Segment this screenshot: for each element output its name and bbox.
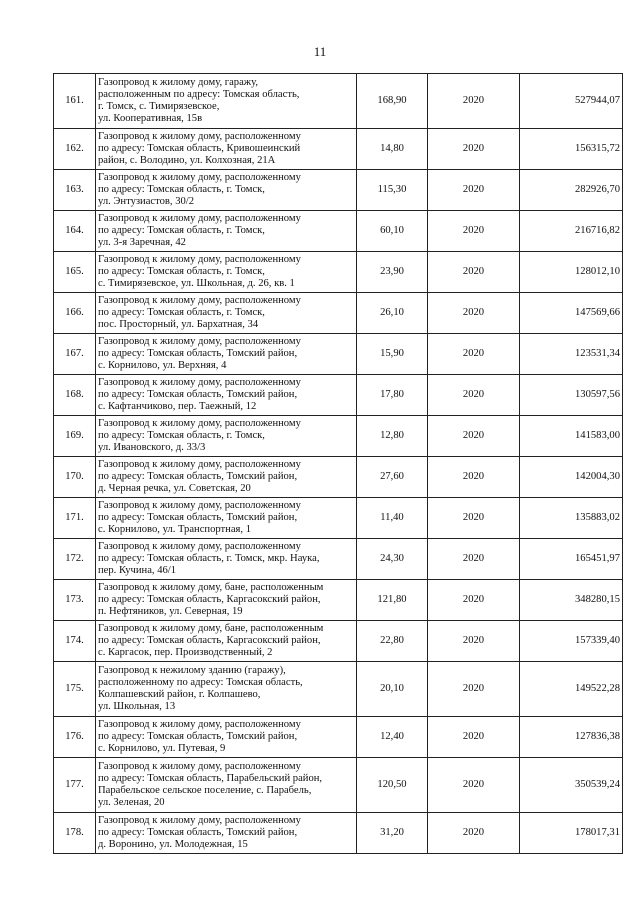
table-row xyxy=(54,580,623,621)
object-name-line: с. Корнилово, ул. Путевая, 9 xyxy=(98,743,226,754)
object-name-line: по адресу: Томская область, Каргасокский район, xyxy=(98,635,321,646)
table-row xyxy=(54,498,623,539)
cost-cell: 348280,15 xyxy=(520,580,623,621)
object-name-line: Газопровод к жилому дому, расположенному xyxy=(98,761,301,772)
object-name-cell xyxy=(96,580,357,621)
cost-cell: 142004,30 xyxy=(520,457,623,498)
object-name-line: с. Корнилово, ул. Транспортная, 1 xyxy=(98,524,252,535)
cost-cell: 216716,82 xyxy=(520,211,623,252)
row-number-cell: 177. xyxy=(54,758,96,813)
year-cell: 2020 xyxy=(428,621,520,662)
length-cell: 17,80 xyxy=(357,375,428,416)
object-name-cell xyxy=(96,375,357,416)
object-name-line: Парабельское сельское поселение, с. Парабель, xyxy=(98,785,312,796)
object-name-line: Газопровод к жилому дому, расположенному xyxy=(98,172,301,183)
object-name-cell xyxy=(96,717,357,758)
year-cell: 2020 xyxy=(428,539,520,580)
row-number-cell: 161. xyxy=(54,74,96,129)
object-name-line: п. Нефтяников, ул. Северная, 19 xyxy=(98,606,243,617)
object-name-cell xyxy=(96,334,357,375)
cost-cell: 127836,38 xyxy=(520,717,623,758)
row-number-cell: 175. xyxy=(54,662,96,717)
length-cell: 121,80 xyxy=(357,580,428,621)
object-name-cell xyxy=(96,621,357,662)
table-row xyxy=(54,211,623,252)
table-row xyxy=(54,621,623,662)
row-number-cell: 174. xyxy=(54,621,96,662)
year-cell: 2020 xyxy=(428,375,520,416)
length-cell: 11,40 xyxy=(357,498,428,539)
object-name-line: с. Корнилово, ул. Верхняя, 4 xyxy=(98,360,227,371)
year-cell: 2020 xyxy=(428,211,520,252)
object-name-line: по адресу: Томская область, Парабельский район, xyxy=(98,773,323,784)
object-name-line: ул. Кооперативная, 15в xyxy=(98,113,203,124)
object-name-cell xyxy=(96,498,357,539)
object-name-line: Газопровод к жилому дому, расположенному xyxy=(98,719,301,730)
year-cell: 2020 xyxy=(428,252,520,293)
object-name-line: с. Тимирязевское, ул. Школьная, д. 26, кв. 1 xyxy=(98,278,295,289)
object-name-line: по адресу: Томская область, г. Томск, xyxy=(98,430,265,441)
object-name-line: Газопровод к жилому дому, расположенному xyxy=(98,418,301,429)
object-name-line: с. Кафтанчиково, пер. Таежный, 12 xyxy=(98,401,257,412)
object-name-cell xyxy=(96,758,357,813)
row-number-cell: 165. xyxy=(54,252,96,293)
object-name-line: по адресу: Томская область, Кривошеинский xyxy=(98,143,301,154)
object-name-line: пос. Просторный, ул. Бархатная, 34 xyxy=(98,319,259,330)
object-name-cell xyxy=(96,457,357,498)
cost-cell: 156315,72 xyxy=(520,129,623,170)
cost-cell: 165451,97 xyxy=(520,539,623,580)
object-name-cell xyxy=(96,170,357,211)
object-name-line: по адресу: Томская область, Томский район, xyxy=(98,827,298,838)
row-number-cell: 171. xyxy=(54,498,96,539)
object-name-cell xyxy=(96,252,357,293)
table-row xyxy=(54,539,623,580)
row-number-cell: 176. xyxy=(54,717,96,758)
length-cell: 115,30 xyxy=(357,170,428,211)
year-cell: 2020 xyxy=(428,416,520,457)
row-number-cell: 163. xyxy=(54,170,96,211)
year-cell: 2020 xyxy=(428,758,520,813)
cost-cell: 178017,31 xyxy=(520,813,623,854)
object-name-cell xyxy=(96,74,357,129)
object-name-line: ул. Школьная, 13 xyxy=(98,701,176,712)
object-name-line: Газопровод к жилому дому, расположенному xyxy=(98,131,301,142)
length-cell: 23,90 xyxy=(357,252,428,293)
row-number-cell: 173. xyxy=(54,580,96,621)
object-name-line: ул. Энтузиастов, 30/2 xyxy=(98,196,195,207)
table-row xyxy=(54,375,623,416)
length-cell: 15,90 xyxy=(357,334,428,375)
row-number-cell: 168. xyxy=(54,375,96,416)
table-row xyxy=(54,717,623,758)
object-name-line: по адресу: Томская область, г. Томск, мкр. Наука, xyxy=(98,553,320,564)
table-row xyxy=(54,662,623,717)
object-name-line: Газопровод к жилому дому, бане, расположенным xyxy=(98,623,324,634)
object-name-line: пер. Кучина, 46/1 xyxy=(98,565,177,576)
year-cell: 2020 xyxy=(428,717,520,758)
object-name-line: Газопровод к жилому дому, расположенному xyxy=(98,295,301,306)
cost-cell: 128012,10 xyxy=(520,252,623,293)
object-name-line: с. Каргасок, пер. Производственный, 2 xyxy=(98,647,273,658)
object-name-cell xyxy=(96,539,357,580)
object-name-line: д. Воронино, ул. Молодежная, 15 xyxy=(98,839,248,850)
year-cell: 2020 xyxy=(428,334,520,375)
cost-cell: 282926,70 xyxy=(520,170,623,211)
table-row xyxy=(54,252,623,293)
object-name-line: по адресу: Томская область, Томский район, xyxy=(98,471,298,482)
year-cell: 2020 xyxy=(428,170,520,211)
row-number-cell: 178. xyxy=(54,813,96,854)
object-name-line: г. Томск, с. Тимирязевское, xyxy=(98,101,220,112)
object-name-line: расположенным по адресу: Томская область, xyxy=(98,89,300,100)
year-cell: 2020 xyxy=(428,293,520,334)
length-cell: 22,80 xyxy=(357,621,428,662)
object-name-line: Газопровод к жилому дому, расположенному xyxy=(98,459,301,470)
table-row xyxy=(54,416,623,457)
length-cell: 14,80 xyxy=(357,129,428,170)
length-cell: 12,40 xyxy=(357,717,428,758)
object-name-line: по адресу: Томская область, г. Томск, xyxy=(98,307,265,318)
cost-cell: 147569,66 xyxy=(520,293,623,334)
table-row xyxy=(54,293,623,334)
object-name-line: ул. Ивановского, д. 33/3 xyxy=(98,442,206,453)
cost-cell: 130597,56 xyxy=(520,375,623,416)
object-name-line: расположенному по адресу: Томская область, xyxy=(98,677,303,688)
length-cell: 60,10 xyxy=(357,211,428,252)
length-cell: 31,20 xyxy=(357,813,428,854)
table-row xyxy=(54,457,623,498)
object-name-cell xyxy=(96,662,357,717)
object-name-cell xyxy=(96,211,357,252)
row-number-cell: 169. xyxy=(54,416,96,457)
length-cell: 27,60 xyxy=(357,457,428,498)
cost-cell: 141583,00 xyxy=(520,416,623,457)
object-name-line: Газопровод к жилому дому, расположенному xyxy=(98,815,301,826)
year-cell: 2020 xyxy=(428,74,520,129)
year-cell: 2020 xyxy=(428,662,520,717)
row-number-cell: 172. xyxy=(54,539,96,580)
row-number-cell: 170. xyxy=(54,457,96,498)
object-name-line: Газопровод к жилому дому, расположенному xyxy=(98,500,301,511)
row-number-cell: 167. xyxy=(54,334,96,375)
object-name-line: Газопровод к нежилому зданию (гаражу), xyxy=(98,665,286,676)
year-cell: 2020 xyxy=(428,580,520,621)
object-name-line: Газопровод к жилому дому, расположенному xyxy=(98,541,301,552)
table-row xyxy=(54,813,623,854)
table-row xyxy=(54,758,623,813)
year-cell: 2020 xyxy=(428,813,520,854)
row-number-cell: 164. xyxy=(54,211,96,252)
length-cell: 12,80 xyxy=(357,416,428,457)
object-name-cell xyxy=(96,416,357,457)
row-number-cell: 166. xyxy=(54,293,96,334)
object-name-line: по адресу: Томская область, г. Томск, xyxy=(98,266,265,277)
object-name-line: по адресу: Томская область, Томский район, xyxy=(98,389,298,400)
cost-cell: 350539,24 xyxy=(520,758,623,813)
length-cell: 20,10 xyxy=(357,662,428,717)
object-name-line: по адресу: Томская область, Томский район, xyxy=(98,512,298,523)
object-name-line: Газопровод к жилому дому, расположенному xyxy=(98,377,301,388)
gas-pipeline-register-table xyxy=(53,73,623,854)
year-cell: 2020 xyxy=(428,457,520,498)
length-cell: 24,30 xyxy=(357,539,428,580)
object-name-line: ул. Зеленая, 20 xyxy=(98,797,165,808)
object-name-line: по адресу: Томская область, Томский район, xyxy=(98,731,298,742)
object-name-line: по адресу: Томская область, г. Томск, xyxy=(98,225,265,236)
object-name-line: по адресу: Томская область, Томский район, xyxy=(98,348,298,359)
object-name-line: Колпашевский район, г. Колпашево, xyxy=(98,689,261,700)
length-cell: 120,50 xyxy=(357,758,428,813)
row-number-cell: 162. xyxy=(54,129,96,170)
page-number: 11 xyxy=(313,44,327,59)
object-name-cell xyxy=(96,813,357,854)
object-name-line: д. Черная речка, ул. Советская, 20 xyxy=(98,483,251,494)
length-cell: 26,10 xyxy=(357,293,428,334)
length-cell: 168,90 xyxy=(357,74,428,129)
cost-cell: 135883,02 xyxy=(520,498,623,539)
table-row xyxy=(54,74,623,129)
cost-cell: 157339,40 xyxy=(520,621,623,662)
year-cell: 2020 xyxy=(428,129,520,170)
register-table-body xyxy=(54,74,623,854)
object-name-line: Газопровод к жилому дому, расположенному xyxy=(98,336,301,347)
object-name-cell xyxy=(96,129,357,170)
year-cell: 2020 xyxy=(428,498,520,539)
object-name-cell xyxy=(96,293,357,334)
object-name-line: район, с. Володино, ул. Колхозная, 21А xyxy=(98,155,276,166)
object-name-line: Газопровод к жилому дому, гаражу, xyxy=(98,77,258,88)
table-row xyxy=(54,334,623,375)
table-row xyxy=(54,170,623,211)
object-name-line: Газопровод к жилому дому, расположенному xyxy=(98,254,301,265)
cost-cell: 123531,34 xyxy=(520,334,623,375)
object-name-line: Газопровод к жилому дому, расположенному xyxy=(98,213,301,224)
object-name-line: ул. 3-я Заречная, 42 xyxy=(98,237,186,248)
cost-cell: 527944,07 xyxy=(520,74,623,129)
cost-cell: 149522,28 xyxy=(520,662,623,717)
object-name-line: Газопровод к жилому дому, бане, расположенным xyxy=(98,582,324,593)
table-row xyxy=(54,129,623,170)
object-name-line: по адресу: Томская область, Каргасокский район, xyxy=(98,594,321,605)
object-name-line: по адресу: Томская область, г. Томск, xyxy=(98,184,265,195)
